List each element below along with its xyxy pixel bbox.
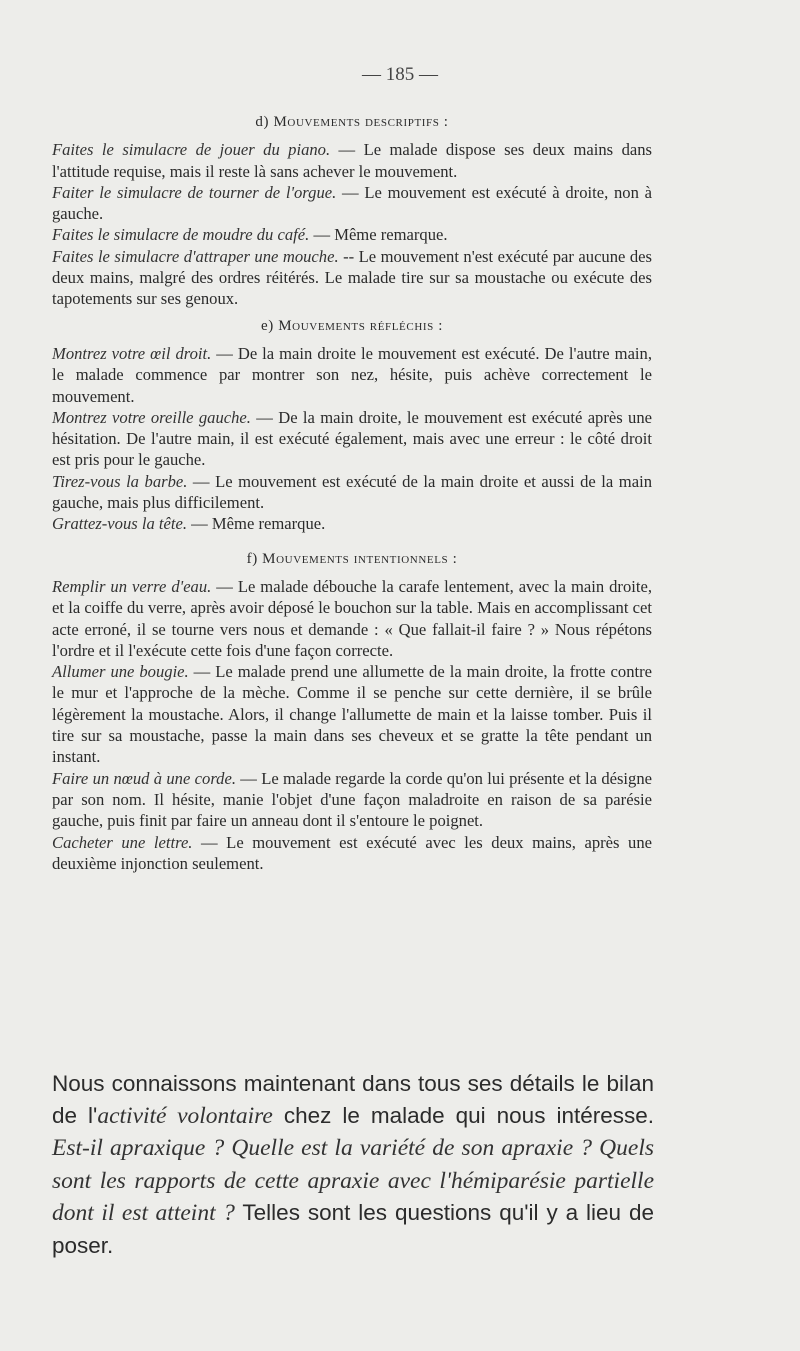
command: Grattez-vous la tête. [52,514,188,534]
observation: — Le malade débouche la carafe lentement, avec la main droite, et la coiffe du verre, après avoir déposé le bouchon sur la table. Mais en accomplissant cet acte erroné, il se tourne vers nous et demande : « Que fallait-il faire ? » Nous répétons l'ordre et il l'exécute cette fois d'une façon correcte. [52,576,652,660]
paragraph [52,832,652,875]
conclusion-text: Nous connaissons maintenant dans tous ses détails le bilan de l' [52,1071,654,1128]
conclusion-text: Telles sont les questions qu'il y a lieu de poser. [52,1200,654,1258]
observation: — Le mouvement est exécuté à droite, non à gauche. [52,182,652,224]
heading-text: Mouvements intentionnels : [262,550,458,567]
section-heading-f [52,549,652,570]
observation: — Le malade prend une allumette de la main droite, la frotte contre le mur et l'approche de la mèche. Comme il se penche sur cette dernière, il se brûle légèrement la moustache. Alors, il change l'allumette de main et la laisse tomber. Puis il tire sur sa moustache, passe la main dans ses cheveux et se gratte la tête pendant un instant. [52,662,652,767]
command: Faire un nœud à une corde. [52,768,236,788]
command: Faites le simulacre de moudre du café. [52,225,310,245]
observation: — Même remarque. [187,514,326,534]
conclusion-emphasis: activité volontaire [97,1102,273,1129]
command: Faiter le simulacre de tourner de l'orgue. [52,182,337,202]
paragraph [52,576,652,661]
page-number: — 185 — [362,64,438,85]
conclusion-paragraph [52,1068,654,1261]
observation: -- Le mouvement n'est exécuté par aucune des deux mains, malgré des ordres réitérés. Le malade tire sur sa moustache ou exécute des tapotements sur ses genoux. [52,246,652,309]
paragraph [52,182,652,225]
observation: — De la main droite le mouvement est exécuté. De l'autre main, le malade commence par montrer son nez, hésite, puis achève correctement le mouvement. [52,343,652,406]
conclusion-text: chez le malade qui nous intéresse. [272,1102,654,1128]
observation: — Le malade regarde la corde qu'on lui présente et la désigne par son nom. Il hésite, manie l'objet d'une façon maladroite en raison de sa parésie gauche, puis finit par faire un anneau dont il s'entoure le poignet. [52,768,653,831]
section-heading-d [52,112,652,133]
conclusion-questions: Est-il apraxique ? Quelle est la variété de son apraxie ? Quels sont les rapports de cette apraxie avec l'hémiparésie partielle dont il est atteint ? [52,1135,654,1226]
paragraph [52,343,652,407]
paragraph [52,224,652,245]
paragraph [52,471,652,514]
section-heading-e [52,316,652,337]
main-text [52,106,652,874]
heading-text: Mouvements réfléchis : [278,317,443,334]
paragraph [52,407,652,471]
command: Tirez-vous la barbe. [52,471,188,491]
paragraph [52,513,652,534]
observation: — De la main droite, le mouvement est exécuté après une hésitation. De l'autre main, il est exécuté également, mais avec une erreur : le côté droit est pris pour le gauche. [52,407,652,470]
command: Montrez votre oreille gauche. [52,407,251,427]
paragraph [52,139,652,182]
command: Faites le simulacre de jouer du piano. [52,140,331,160]
observation: — Le mouvement est exécuté avec les deux mains, après une deuxième injonction seulement. [52,832,652,873]
paragraph [52,661,652,767]
heading-prefix: f) [246,550,258,567]
observation: — Le mouvement est exécuté de la main droite et aussi de la main gauche, mais plus difficilement. [52,471,652,513]
observation: — Même remarque. [309,225,448,245]
command: Cacheter une lettre. [52,832,193,852]
observation: — Le malade dispose ses deux mains dans l'attitude requise, mais il reste là sans achever le mouvement. [52,140,652,181]
paragraph [52,768,652,832]
command: Allumer une bougie. [52,662,189,682]
heading-prefix: e) [261,317,274,334]
paragraph [52,246,652,310]
heading-prefix: d) [255,114,270,130]
command: Montrez votre œil droit. [52,343,212,363]
heading-text: Mouvements descriptifs : [273,114,449,130]
command: Faites le simulacre d'attraper une mouche. [52,246,339,266]
command: Remplir un verre d'eau. [52,576,212,596]
